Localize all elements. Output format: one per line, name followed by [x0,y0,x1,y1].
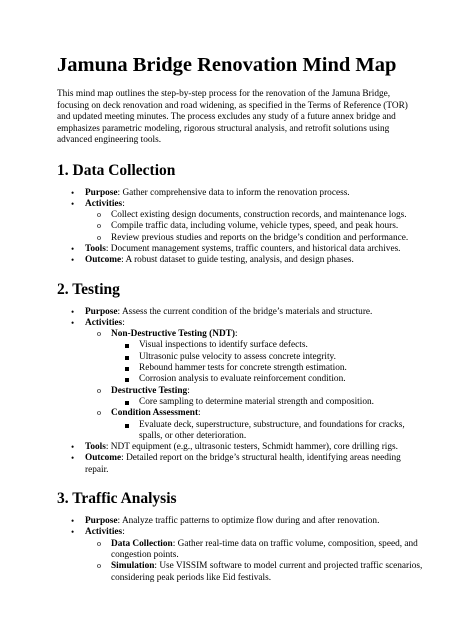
list-item [85,539,423,562]
section-data-collection [57,161,423,267]
item-text: : [122,317,125,328]
sub-list [85,539,423,584]
item-text: : [198,408,201,419]
bullet-list [57,307,423,476]
list-item [57,527,423,583]
sub-sub-list [111,420,423,443]
list-item [85,408,423,442]
list-item: Core sampling to determine material strength and composition. [111,397,423,408]
item-label: Simulation [111,561,155,572]
item-label: Outcome [85,453,122,464]
intro-paragraph: This mind map outlines the step-by-step process for the renovation of the Jamuna Bridge, focusing on deck renovation and road widening, as specified in the Terms of Reference (TOR) and updated meeting minutes. The process excludes any study of a future annex bridge and emphasizes parametric modeling, rigorous structural analysis, and retrofit solutions using advanced engineering tools. [57,89,408,145]
list-item [57,453,423,476]
section-heading: 2. Testing [57,280,120,298]
page-title: Jamuna Bridge Renovation Mind Map [57,54,397,76]
item-text: : [234,329,238,340]
document-page [57,52,423,597]
item-label: Data Collection [111,538,173,549]
list-item [57,318,423,442]
sub-sub-list [111,340,423,385]
list-item: o Compile traffic data, including volume, vehicle types, speed, and peak hours. [85,221,423,232]
item-text: : Assess the current condition of the bridge’s materials and structure. [117,306,373,317]
sub-list [85,329,423,442]
item-text: : [187,385,190,396]
item-text: : A robust dataset to guide testing, analysis, and design phases. [121,255,354,266]
item-label: Tools [85,442,106,453]
item-text: : Analyze traffic patterns to optimize flow during and after renovation. [117,516,380,527]
list-item: Visual inspections to identify surface defects. [111,340,423,351]
section-testing [57,280,423,476]
item-label: Condition Assessment [111,408,199,419]
item-label: Activities [85,198,123,209]
bullet-list [57,516,423,584]
list-item: Rebound hammer tests for concrete strength estimation. [111,363,423,374]
section-heading: 3. Traffic Analysis [57,490,177,508]
list-item [85,329,423,385]
item-text: : [122,527,125,538]
item-text: : NDT equipment (e.g., ultrasonic testers, Schmidt hammer), core drilling rigs. [105,442,398,453]
list-item: Evaluate deck, superstructure, substructure, and foundations for cracks, spalls, or other deterioration. [111,420,423,443]
list-item: Corrosion analysis to evaluate reinforcement condition. [111,374,423,385]
item-label: Purpose [85,187,118,198]
item-text: : Document management systems, traffic counters, and historical data archives. [105,243,401,254]
item-label: Tools [85,243,106,254]
bullet-list [57,188,423,267]
list-item: o Review previous studies and reports on the bridge’s condition and performance. [85,233,423,244]
section-heading: 1. Data Collection [57,161,176,179]
list-item: Ultrasonic pulse velocity to assess concrete integrity. [111,352,423,363]
list-item [85,386,423,409]
item-label: Destructive Testing [111,385,188,396]
sub-sub-list [111,397,423,408]
list-item [57,516,423,527]
item-text: : Use VISSIM software to model current and projected traffic scenarios, considering peak periods like Eid festivals. [111,561,423,583]
list-item [57,307,423,318]
item-label: Activities [85,527,123,538]
item-label: Non-Destructive Testing (NDT) [111,329,235,340]
sub-list [85,210,423,244]
item-label: Activities [85,317,123,328]
list-item [57,442,423,453]
item-text: : [122,198,125,209]
list-item: o Collect existing design documents, construction records, and maintenance logs. [85,210,423,221]
item-label: Purpose [85,516,118,527]
list-item [57,199,423,244]
list-item [57,244,423,255]
item-label: Outcome [85,255,122,266]
section-traffic-analysis [57,489,423,584]
item-text: : Gather real-time data on traffic volume, composition, speed, and congestion points. [111,538,418,560]
item-text: : Gather comprehensive data to inform the renovation process. [117,187,350,198]
item-text: : Detailed report on the bridge’s structural health, identifying areas needing repair. [85,453,401,475]
list-item [57,188,423,199]
list-item [85,561,423,584]
list-item [57,255,423,266]
item-label: Purpose [85,306,118,317]
